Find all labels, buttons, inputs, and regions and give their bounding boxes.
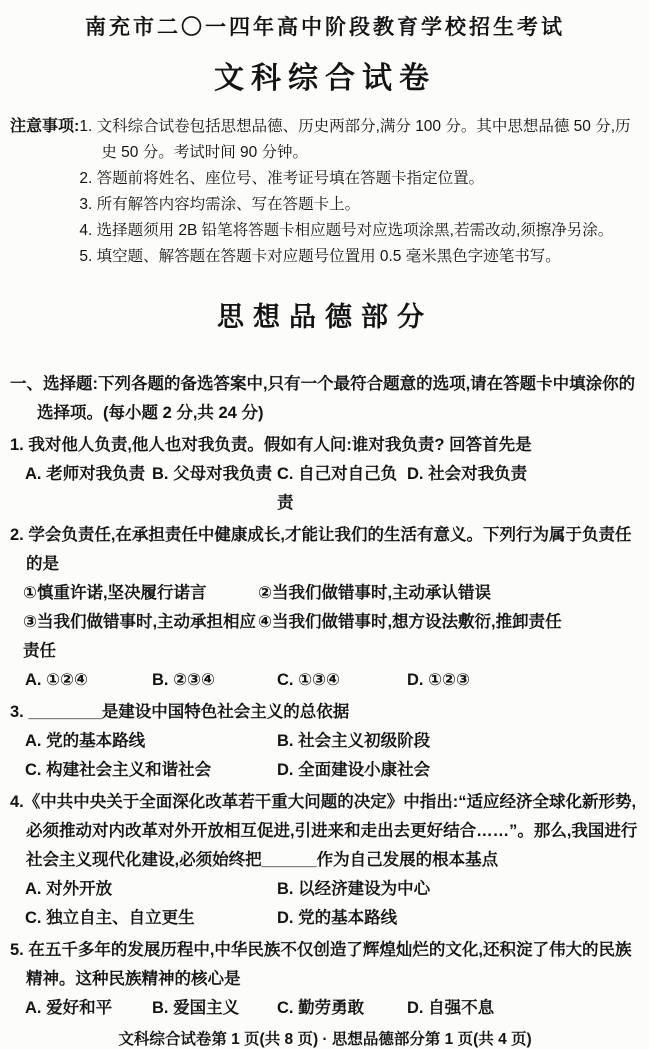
question-1-option-b: B. 父母对我负责 [152,465,273,483]
question-4-option-b: B. 以经济建设为中心 [277,880,431,898]
question-5-stem: 5. 在五千多年的发展历程中,中华民族不仅创造了辉煌灿烂的文化,还积淀了伟大的民族精神。这种民族精神的核心是 [10,941,632,988]
question-1-option-d: D. 社会对我负责 [407,465,528,483]
question-4-stem: 4.《中共中央关于全面深化改革若干重大问题的决定》中指出:“适应经济全球化新形势,必须推动对内改革对外开放相互促进,引进来和走出去更好结合……”。那么,我国进行社会主义现代化建设,必须始终把______作为自己发展的根本基点 [10,793,638,869]
notice-section [10,114,640,270]
question-1-option-c: C. 自己对自己负责 [277,465,398,512]
question-2 [10,521,640,695]
notice-item-3: 3. 所有解答内容均需涂、写在答题卡上。 [79,196,361,213]
question-2-subitems [23,579,640,666]
section-instruction: 一、选择题:下列各题的备选答案中,只有一个最符合题意的选项,请在答题卡中填涂你的选择项。(每小题 2 分,共 24 分) [10,375,636,422]
question-1-option-a: A. 老师对我负责 [25,465,146,483]
notice-item-1: 1. 文科综合试卷包括思想品德、历史两部分,满分 100 分。其中思想品德 50 分,历史 50 分。考试时间 90 分钟。 [79,118,631,161]
question-3-options [25,727,640,785]
question-4 [10,788,640,933]
question-2-option-b: B. ②③④ [152,671,215,689]
question-3-option-a: A. 党的基本路线 [25,732,146,750]
notice-item-2: 2. 答题前将姓名、座位号、准考证号填在答题卡指定位置。 [79,170,485,187]
question-3 [10,698,640,785]
page-footer: 文科综合试卷第 1 页(共 8 页) · 思想品德部分第 1 页(共 4 页) [118,1031,532,1048]
notice-item-5: 5. 填空题、解答题在答题卡对应题号位置用 0.5 毫米黑色字迹笔书写。 [79,248,561,265]
question-3-option-c: C. 构建社会主义和谐社会 [25,761,212,779]
question-2-stem: 2. 学会负责任,在承担责任中健康成长,才能让我们的生活有意义。下列行为属于负责任的是 [10,526,632,573]
paper-name: 文科综合试卷 [214,62,436,95]
question-3-stem: 3. ________是建设中国特色社会主义的总依据 [10,703,350,721]
question-1-stem: 1. 我对他人负责,他人也对我负责。假如有人问:谁对我负责? 回答首先是 [10,436,532,454]
question-2-option-c: C. ①③④ [277,671,340,689]
question-2-subitem-3: ③当我们做错事时,主动承担相应责任 [23,613,257,660]
question-2-subitem-4: ④当我们做错事时,想方设法敷衍,推卸责任 [258,613,562,631]
question-1 [10,431,640,518]
section-title: 思想品德部分 [217,302,433,332]
question-3-option-b: B. 社会主义初级阶段 [277,732,431,750]
notice-item-4: 4. 选择题须用 2B 铅笔将答题卡相应题号对应选项涂黑,若需改动,须擦净另涂。 [79,222,614,239]
question-2-options [25,666,640,695]
question-3-option-d: D. 全面建设小康社会 [277,761,431,779]
question-4-options [25,875,640,933]
question-5-option-b: B. 爱国主义 [152,999,240,1017]
question-4-option-c: C. 独立自主、自立更生 [25,909,195,927]
notice-label: 注意事项: [10,118,80,135]
question-4-option-a: A. 对外开放 [25,880,113,898]
question-1-options [25,460,640,518]
question-2-subitem-1: ①慎重许诺,坚决履行诺言 [23,584,207,602]
question-5-option-c: C. 勤劳勇敢 [277,999,365,1017]
question-5-option-a: A. 爱好和平 [25,999,113,1017]
notice-list [79,114,640,270]
question-2-subitem-2: ②当我们做错事时,主动承认错误 [258,584,492,602]
question-2-option-d: D. ①②③ [407,671,470,689]
question-5-option-d: D. 自强不息 [407,999,495,1017]
question-5-options [25,994,640,1023]
exam-title: 南充市二〇一四年高中阶段教育学校招生考试 [85,16,565,39]
question-4-option-d: D. 党的基本路线 [277,909,398,927]
question-5 [10,936,640,1023]
question-2-option-a: A. ①②④ [25,671,88,689]
